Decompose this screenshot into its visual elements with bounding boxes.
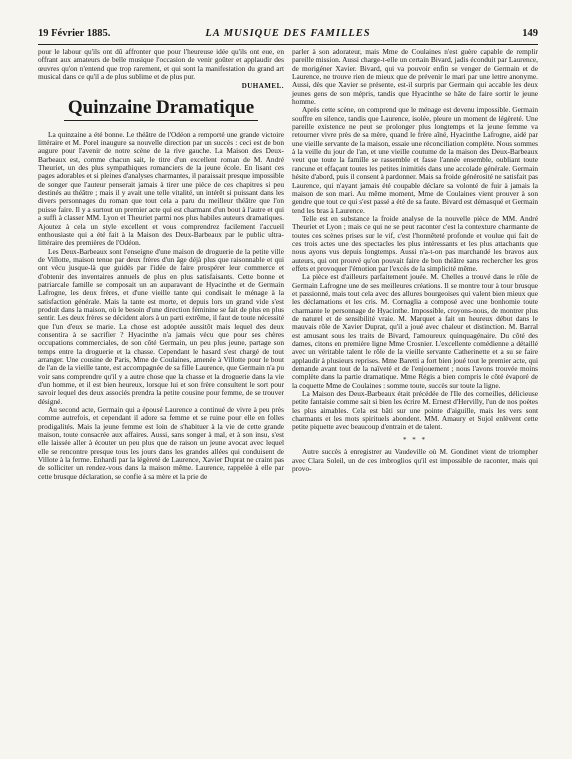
paragraph: parler à son adorateur, mais Mme de Coulaines n'est guère capable de remplir pareille mission. Aussi charge-t-elle un certain Bivard, jadis éconduit par Laurence, de morigéner Xavier. Bivard, qui va pouvoir enfin se venger de Germain et de Laurence, ne trouve rien de mieux que de prévenir le mari par une lettre anonyme. Aussi, dès que Xavier se présente, est-il surpris par Germain qui accable les deux jeunes gens de son mépris, tandis que Hyacinthe se hâte de faire sortir le jeune homme. bbox=[292, 47, 538, 107]
paragraph: Au second acte, Germain qui a épousé Laurence a continué de vivre à peu près comme autrefois, et cependant il adore sa femme et se ruine pour elle en folles prodigalités. Mais la jeune femme est loin de s'habituer à la vie de cette grande maison, toute consacrée aux affaires. Aussi, sans songer à mal, et à son insu, s'est elle laissée aller à écouter un peu plus que de raison un jeune avocat avec lequel elle se rencontre presque tous les jours dans les grandes allées qui conduisent de Villote à la ferme. Enhardi par la légèreté de Laurence, Xavier Duprat ne craint pas de solliciter un rendez-vous dans la maison même. Laurence, rappelée à elle par cette brusque déclaration, se confie à sa mère et la prie de bbox=[38, 405, 284, 481]
right-column bbox=[292, 48, 538, 473]
section-title-wrap bbox=[38, 97, 284, 121]
page-header bbox=[38, 26, 538, 42]
paragraph: Les Deux-Barbeaux sont l'enseigne d'une maison de droguerie de la petite ville de Villotte, maison tenue par deux frères d'un âge déjà plus que raisonnable et qui ont vécu jusque-là que guidés par l'idée de faire prospérer leur commerce et d'obtenir des inventaires annuels de plus en plus satisfaisants. Cette bonne et patriarcale famille se composait un an auparavant de Hyacinthe et de Germain Lafrogne, les deux frères, et d'une vieille tante qui condisait le ménage à la satisfaction générale. Mais la tante est morte, et depuis lors un grand vide s'est produit dans la maison, où le besoin d'une direction féminine se fait de plus en plus sentir. Les deux frères se décident alors à un parti extrême, il faut de toute nécessité que l'un d'eux se marie. La chose est adoptée aussitôt mais lequel des deux consentira à se sacrifier ? Hyacinthe n'a jamais vécu que pour ses chères occupations commerciales, de son côté Germain, un peu plus jeune, partage son temps entre la droguerie et la chasse. Cependant le hasard s'est chargé de tout arranger. Une cousine de Paris, Mme de Coulaines, amenée à Villotte pour le bout de l'an de la vieille tante, est accompagnée de sa fille Laurence, que Germain n'a pu voir sans comprendre qu'il y a autre chose que la chasse et la droguerie dans la vie d'un homme, et il est bien heureux, lorsque lui et son frère consultent le sort pour savoir lequel des deux associés prendra la petite cousine pour femme, de se trouver désigné. bbox=[38, 246, 284, 406]
intro-paragraph: pour le labour qu'ils ont dû affronter que pour l'heureuse idée qu'ils ont eue, en offrant aux amateurs de belle musique l'occasion de venir goûter et applaudir des œuvres qu'on n'entend que trop rarement, et qui sont la manifestation du grand art musical dans ce qu'il a de plus sublime et de plus pur. bbox=[38, 47, 284, 82]
paragraph: Après cette scène, on comprend que le ménage est devenu impossible. Germain souffre en silence, tandis que Laurence, isolée, pleure un moment de légèreté. Une pareille existence ne peut se prolonger plus longtemps et la jeune femme va retourner vivre près de sa mère, quand le frère aîné, Hyacinthe Lafrogne, aidé par une vieille servante de la maison, essaie une réconciliation complète. Nous sommes à la veille du jour de l'an, et une vieille coutume de la maison des Deux-Barbeaux veut que toute la famille se rassemble et fasse l'année ensemble, oubliant toute rancune et effaçant toutes les petites inimitiés dans une accolade générale. Germain hésite d'abord, puis il consent à pardonner. Mais sa froide générosité ne satisfait pas Laurence, qui n'ayant jamais été coupable déclare sa volonté de fuir à jamais la maison de son mari. Au même moment, Mme de Coulaines vient prouver à son gendre que tout ce qui s'est passé a été de sa faute. Bivard est démasqué et Germain tend les bras à Laurence. bbox=[292, 105, 538, 215]
journal-title: LA MUSIQUE DES FAMILLES bbox=[205, 28, 371, 39]
header-rule bbox=[38, 44, 538, 45]
author-signature: DUHAMEL. bbox=[241, 82, 284, 91]
paragraph: Autre succès à enregistrer au Vaudeville où M. Gondinet vient de triompher avec Clara Soleil, un de ces imbroglios qu'il est impossible de raconter, mais qui provo- bbox=[292, 447, 538, 473]
paragraph: La quinzaine a été bonne. Le théâtre de l'Odéon a remporté une grande victoire littéraire et M. Porel inaugure sa nouvelle direction par un succès : ceci est de bon augure pour l'avenir de notre scène de la rive gauche. La Maison des Deux-Barbeaux est, comme chacun sait, le titre d'un excellent roman de M. André Theuriet, un des plus sympathiques romanciers de la jeune école. En lisant ces pages adorables et si pleines d'analyses charmantes, il paraissait presque impossible de songer que l'auteur penserait jamais à tirer une pièce de ces chapitres si peu destinés au théâtre ; mais il y avait une telle vitalité, un intérêt si puissant dans les divers personnages du roman que tout cela a paru du meilleur théâtre que l'on puisse faire. Il y a surtout un premier acte qui est charmant d'un bout à l'autre et qui a suffi à classer MM. Lyon et Theuriet parmi nos plus habiles auteurs dramatiques. Ajoutez à cela un style excellent et vous comprendrez facilement l'accueil enthousiaste qui a été fait à la Maison des Deux-Barbeaux par le public ultra-littéraire des premières de l'Odéon. bbox=[38, 129, 284, 248]
paragraph: La pièce est d'ailleurs parfaitement jouée. M. Chelles a trouvé dans le rôle de Germain Lafrogne une de ses meilleures créations. Il se montre tour à tour brusque et passionné, mais tout cela avec des allures bourgeoises qui valent bien mieux que les déclamations et les cris. M. Cornaglia a composé avec une bonhomie toute charmante le personnage de Hyacinthe. Impossible, croyons-nous, de montrer plus de naturel et de sensibilité vraie. M. Marquet a fait un heureux début dans le mauvais rôle de Xavier Duprat, qu'il a joué avec chaleur et distinction. M. Barral est amusant sous les traits de Bivard, l'amoureux quinquagénaire. Du côté des dames, citons en première ligne Mme Crosnier. L'excellente comédienne a détaillé avec un véritable talent le rôle de la vieille servante Catherinette et a su se faire applaudir à plusieurs reprises. Mme Baretti a fort bien joué tout le premier acte, qui demande avant tout de la naïveté et de l'enjouement ; nous l'avons trouvée moins complète dans la partie dramatique. Mme Régis a bien compris le côté évaporé de la coquette Mme de Coulaines : somme toute, succès sur toute la ligne. bbox=[292, 272, 538, 390]
section-title: Quinzaine Dramatique bbox=[64, 97, 258, 121]
issue-date: 19 Février 1885. bbox=[38, 28, 111, 39]
left-column bbox=[38, 48, 284, 481]
paragraph: La Maison des Deux-Barbeaux était précédée de l'Ile des corneilles, délicieuse petite fantaisie comme sait si bien les écrire M. Ernest d'Hervilly, l'un de nos poètes les plus aimables. Cela est bâti sur une pointe d'aiguille, mais les vers sont charmants et les mots spirituels abondent. MM. Amaury et Sujol enlèvent cette petite piquette avec beaucoup d'entrain et de talent. bbox=[292, 389, 538, 432]
paragraph: Telle est en substance la froide analyse de la nouvelle pièce de MM. André Theuriet et Lyon ; mais ce qui ne se peut raconter c'est la contexture charmante de toutes ces scènes prises sur le vif, c'est l'honnêteté profonde et voulue qui fait de ces trois actes une des spectacles les plus intéressants et les plus attachants que nous ayons vus depuis longtemps. Aussi n'a-t-on pas marchandé les bravos aux auteurs, qui ont prouvé qu'on pouvait faire de bon théâtre sans rechercher les gros effets et provoquer l'émotion par l'excès de la simplicité même. bbox=[292, 213, 538, 273]
section-separator: * * * bbox=[403, 435, 427, 444]
page-number: 149 bbox=[522, 28, 538, 39]
